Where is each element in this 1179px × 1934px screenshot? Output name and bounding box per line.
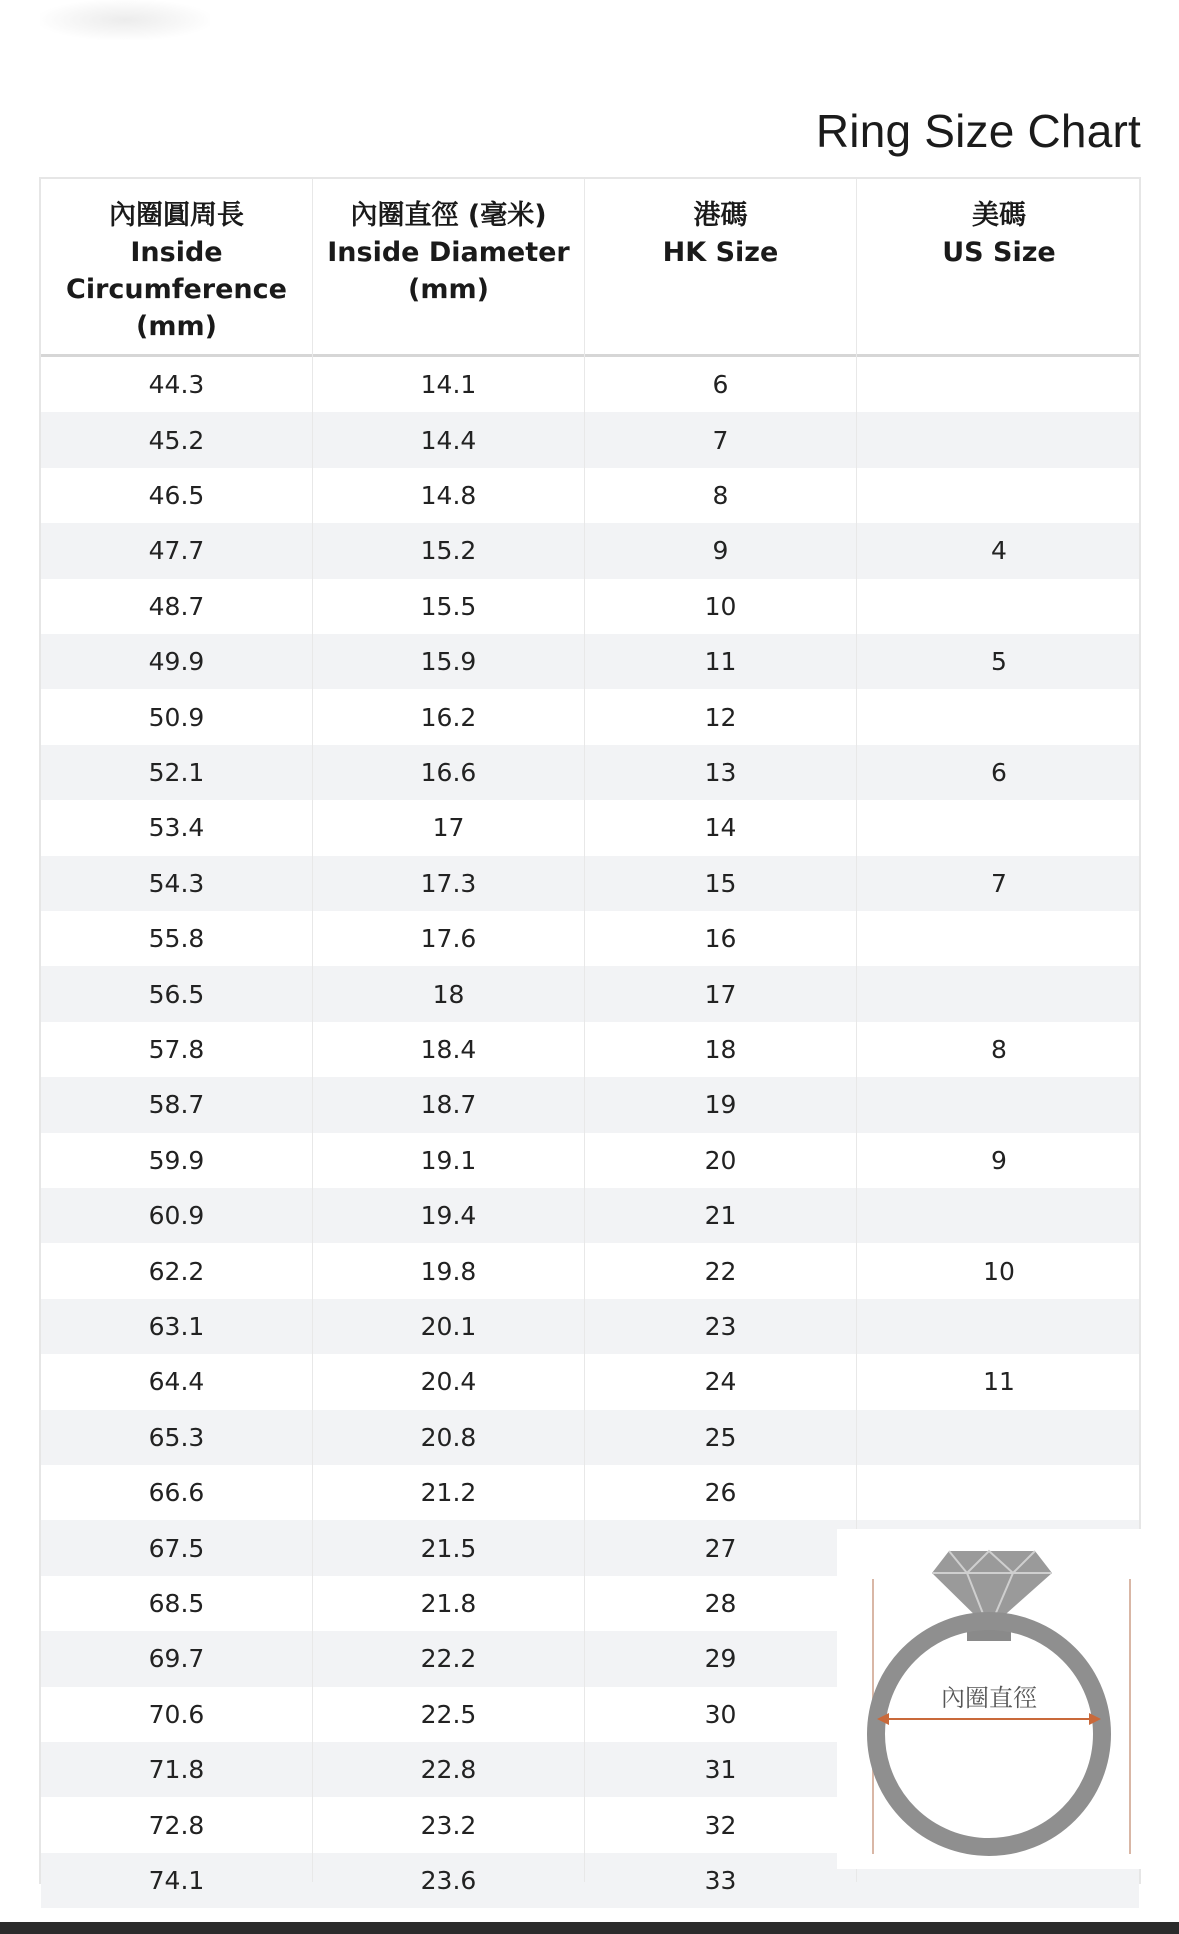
cell-diameter: 14.1: [420, 370, 477, 400]
cell-diameter: 20.4: [420, 1367, 477, 1397]
cell-hk-size: 17: [704, 979, 737, 1009]
cell-circumference: 50.9: [148, 702, 205, 732]
cell-diameter: 21.2: [420, 1478, 477, 1508]
cell-circumference: 71.8: [148, 1755, 205, 1785]
cell-hk-size: 23: [704, 1311, 737, 1341]
cell-us-size: 10: [983, 1256, 1015, 1286]
header-inside-diameter: 內圈直徑 (毫米) Inside Diameter (mm): [327, 200, 570, 305]
cell-us-size: [857, 357, 1141, 412]
cell-hk-size: 21: [704, 1201, 737, 1231]
top-shadow: [40, 0, 210, 40]
column-divider: [312, 179, 313, 1882]
cell-us-size: [857, 1410, 1141, 1465]
cell-us-size: 4: [991, 536, 1007, 566]
table-row: [41, 1133, 1139, 1188]
cell-circumference: 47.7: [148, 536, 205, 566]
cell-circumference: 53.4: [148, 813, 205, 843]
cell-circumference: 67.5: [148, 1533, 205, 1563]
cell-us-size: [857, 800, 1141, 855]
cell-diameter: 16.6: [420, 757, 477, 787]
table-row: [41, 1243, 1139, 1298]
cell-diameter: 14.8: [420, 480, 477, 510]
cell-hk-size: 29: [704, 1644, 737, 1674]
cell-circumference: 74.1: [148, 1865, 205, 1895]
table-row: [41, 1188, 1139, 1243]
header-us-size: 美碼 US Size: [942, 200, 1056, 268]
cell-circumference: 72.8: [148, 1810, 205, 1840]
cell-us-size: [857, 966, 1141, 1021]
cell-diameter: 14.4: [420, 425, 477, 455]
table-row: [41, 412, 1139, 467]
cell-circumference: 56.5: [148, 979, 205, 1009]
table-row: [41, 911, 1139, 966]
cell-hk-size: 6: [712, 370, 729, 400]
column-divider: [584, 179, 585, 1882]
cell-us-size: 8: [991, 1034, 1007, 1064]
cell-hk-size: 28: [704, 1588, 737, 1618]
cell-us-size: 9: [991, 1145, 1007, 1175]
table-row: [41, 745, 1139, 800]
table-row: [41, 966, 1139, 1021]
table-row: [41, 634, 1139, 689]
cell-diameter: 15.9: [420, 647, 477, 677]
cell-us-size: [857, 1299, 1141, 1354]
cell-diameter: 19.1: [420, 1145, 477, 1175]
cell-us-size: [857, 412, 1141, 467]
cell-us-size: [857, 1465, 1141, 1520]
cell-us-size: [857, 911, 1141, 966]
cell-hk-size: 8: [712, 480, 729, 510]
cell-hk-size: 27: [704, 1533, 737, 1563]
diameter-arrow: [877, 1713, 1101, 1725]
cell-circumference: 68.5: [148, 1588, 205, 1618]
cell-us-size: 6: [991, 757, 1007, 787]
cell-circumference: 63.1: [148, 1311, 205, 1341]
table-row: [41, 468, 1139, 523]
cell-hk-size: 25: [704, 1422, 737, 1452]
cell-diameter: 20.8: [420, 1422, 477, 1452]
cell-diameter: 17: [432, 813, 465, 843]
cell-circumference: 64.4: [148, 1367, 205, 1397]
table-row: [41, 1077, 1139, 1132]
cell-hk-size: 19: [704, 1090, 737, 1120]
table-row: [41, 1465, 1139, 1520]
cell-hk-size: 26: [704, 1478, 737, 1508]
cell-hk-size: 12: [704, 702, 737, 732]
ring-diameter-label: 內圈直徑: [941, 1684, 1037, 1712]
cell-diameter: 23.2: [420, 1810, 477, 1840]
cell-diameter: 15.2: [420, 536, 477, 566]
table-row: [41, 800, 1139, 855]
cell-us-size: [857, 1188, 1141, 1243]
cell-circumference: 55.8: [148, 924, 205, 954]
cell-diameter: 17.6: [420, 924, 477, 954]
cell-diameter: 19.8: [420, 1256, 477, 1286]
cell-circumference: 70.6: [148, 1699, 205, 1729]
ring-illustration: [837, 1529, 1142, 1869]
cell-hk-size: 20: [704, 1145, 737, 1175]
cell-circumference: 45.2: [148, 425, 205, 455]
cell-hk-size: 31: [704, 1755, 737, 1785]
cell-diameter: 18.4: [420, 1034, 477, 1064]
table-row: [41, 856, 1139, 911]
bottom-bar: [0, 1922, 1179, 1934]
table-row: [41, 357, 1139, 412]
cell-us-size: 5: [991, 647, 1007, 677]
cell-diameter: 20.1: [420, 1311, 477, 1341]
cell-diameter: 23.6: [420, 1865, 477, 1895]
cell-us-size: [857, 579, 1141, 634]
cell-circumference: 65.3: [148, 1422, 205, 1452]
table-header: [41, 179, 1139, 357]
cell-diameter: 22.8: [420, 1755, 477, 1785]
cell-circumference: 60.9: [148, 1201, 205, 1231]
header-inside-circumference: 內圈圓周長 Inside Circumference (mm): [66, 200, 287, 342]
cell-circumference: 57.8: [148, 1034, 205, 1064]
cell-hk-size: 22: [704, 1256, 737, 1286]
table-row: [41, 579, 1139, 634]
cell-us-size: [857, 468, 1141, 523]
cell-circumference: 62.2: [148, 1256, 205, 1286]
cell-circumference: 66.6: [148, 1478, 205, 1508]
cell-us-size: [857, 689, 1141, 744]
table-row: [41, 1022, 1139, 1077]
cell-diameter: 17.3: [420, 868, 477, 898]
cell-hk-size: 24: [704, 1367, 737, 1397]
cell-diameter: 22.2: [420, 1644, 477, 1674]
cell-diameter: 22.5: [420, 1699, 477, 1729]
cell-diameter: 15.5: [420, 591, 477, 621]
header-hk-size: 港碼 HK Size: [662, 200, 779, 268]
cell-hk-size: 33: [704, 1865, 737, 1895]
cell-circumference: 69.7: [148, 1644, 205, 1674]
table-row: [41, 1354, 1139, 1409]
cell-diameter: 18.7: [420, 1090, 477, 1120]
cell-circumference: 59.9: [148, 1145, 205, 1175]
cell-circumference: 54.3: [148, 868, 205, 898]
cell-hk-size: 15: [704, 868, 737, 898]
ring-band: [876, 1621, 1102, 1847]
cell-hk-size: 18: [704, 1034, 737, 1064]
cell-hk-size: 7: [712, 425, 729, 455]
cell-diameter: 21.5: [420, 1533, 477, 1563]
cell-circumference: 49.9: [148, 647, 205, 677]
cell-circumference: 52.1: [148, 757, 205, 787]
cell-diameter: 18: [432, 979, 465, 1009]
table-row: [41, 523, 1139, 578]
cell-circumference: 48.7: [148, 591, 205, 621]
cell-diameter: 19.4: [420, 1201, 477, 1231]
cell-circumference: 58.7: [148, 1090, 205, 1120]
cell-hk-size: 10: [704, 591, 737, 621]
cell-circumference: 44.3: [148, 370, 205, 400]
cell-hk-size: 30: [704, 1699, 737, 1729]
cell-hk-size: 14: [704, 813, 737, 843]
cell-us-size: 7: [991, 868, 1007, 898]
cell-hk-size: 13: [704, 757, 737, 787]
cell-us-size: [857, 1077, 1141, 1132]
ring-diagram: [837, 1529, 1142, 1869]
table-row: [41, 1299, 1139, 1354]
cell-us-size: 11: [983, 1367, 1015, 1397]
cell-circumference: 46.5: [148, 480, 205, 510]
page-title: Ring Size Chart: [815, 105, 1141, 157]
cell-hk-size: 9: [712, 536, 729, 566]
cell-hk-size: 11: [704, 647, 737, 677]
cell-hk-size: 16: [704, 924, 737, 954]
cell-diameter: 16.2: [420, 702, 477, 732]
table-row: [41, 1410, 1139, 1465]
table-row: [41, 689, 1139, 744]
cell-diameter: 21.8: [420, 1588, 477, 1618]
cell-hk-size: 32: [704, 1810, 737, 1840]
